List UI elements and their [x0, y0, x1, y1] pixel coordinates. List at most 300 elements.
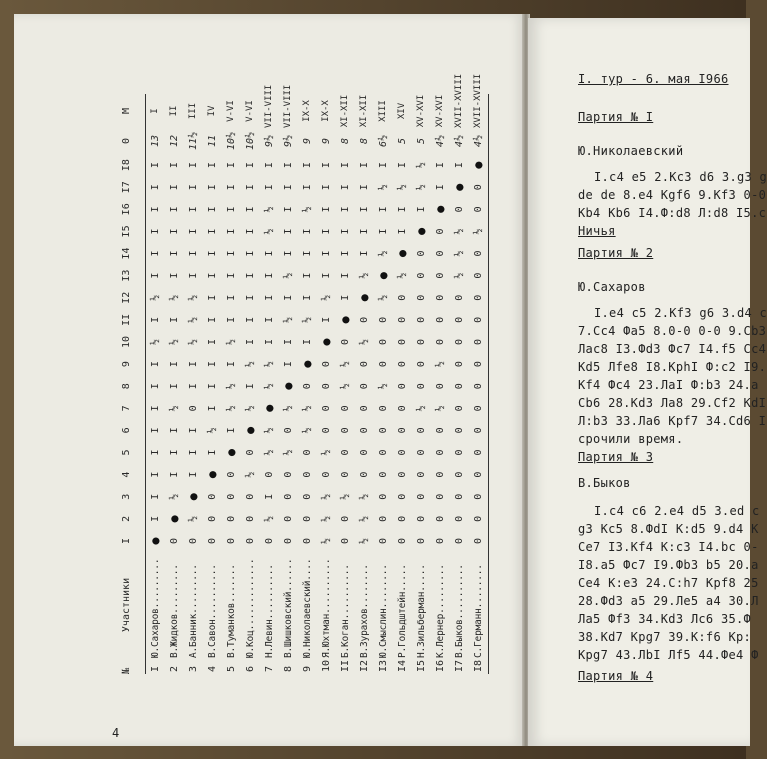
result-cell: I	[150, 316, 161, 323]
result-cell: 0	[397, 449, 408, 456]
total-score: 4½	[469, 128, 489, 154]
row-number: I4	[397, 659, 408, 672]
result-cell: I	[321, 228, 332, 235]
result-cell: 0	[416, 250, 427, 257]
result-cell: ●	[205, 471, 219, 479]
result-cell: 0	[245, 449, 256, 456]
result-cell: 0	[416, 272, 427, 279]
result-cell: ½	[245, 361, 256, 368]
row-number: I3	[378, 659, 389, 672]
result-cell: I	[397, 228, 408, 235]
result-cell: 0	[469, 419, 489, 441]
header-place: М	[107, 94, 146, 128]
result-cell: 0	[302, 383, 313, 390]
place: VII-VIII	[283, 84, 293, 128]
result-cell: 0	[397, 405, 408, 412]
result-cell: 0	[321, 427, 332, 434]
row-number: I2	[359, 659, 370, 672]
result-cell: I	[302, 338, 313, 345]
move-line: 28.Фd3 a5 29.Лe5 a4 30.Л	[578, 594, 759, 608]
table-row	[374, 94, 393, 674]
result-cell: 0	[454, 471, 465, 478]
crosstable-body	[146, 73, 489, 674]
result-cell: ●	[357, 294, 371, 302]
result-cell: I	[169, 449, 180, 456]
header-col-5: 5	[107, 441, 146, 463]
place: XVII-XVIII	[454, 73, 464, 128]
result-cell: I	[245, 294, 256, 301]
result-cell: ½	[435, 405, 446, 412]
result-cell: I	[188, 272, 199, 279]
result-cell: I	[378, 228, 389, 235]
result-cell: I	[150, 361, 161, 368]
result-cell: ½	[302, 427, 313, 434]
result-cell: ●	[148, 537, 162, 545]
result-cell: I	[340, 184, 351, 191]
result-cell: ½	[378, 184, 389, 191]
result-cell: 0	[469, 441, 489, 463]
result-cell: 0	[397, 383, 408, 390]
result-cell: I	[264, 338, 275, 345]
result-cell: I	[150, 206, 161, 213]
result-cell: I	[188, 250, 199, 257]
result-cell: ½	[264, 515, 275, 522]
result-cell: 0	[435, 515, 446, 522]
move-line: 38.Кd7 Кpg7 39.К:f6 Кр:	[578, 630, 752, 644]
result-cell: I	[188, 184, 199, 191]
result-cell: I	[207, 184, 218, 191]
place: XI-XII	[359, 94, 369, 128]
result-cell: I	[207, 316, 218, 323]
result-cell: I	[169, 427, 180, 434]
move-line: Кf4 Фс4 23.ЛаI Ф:b3 24.a	[578, 378, 759, 392]
result-cell: 0	[469, 242, 489, 264]
place: I	[150, 108, 160, 114]
move-line: Се7 I3.Кf4 К:с3 I4.bc 0-	[578, 540, 759, 554]
result-cell: ½	[321, 449, 332, 456]
result-cell: I	[378, 162, 389, 169]
result-cell: I	[207, 228, 218, 235]
result-cell: 0	[435, 471, 446, 478]
result-cell: ●	[243, 426, 257, 435]
total-score: 9	[321, 137, 332, 145]
result-cell: I	[340, 294, 351, 301]
result-cell: I	[207, 294, 218, 301]
result-cell: I	[321, 316, 332, 323]
participant-name: Р.Гольдштейн.....	[397, 564, 408, 658]
place: VII-VIII	[264, 84, 274, 128]
result-cell: 0	[226, 537, 237, 544]
total-score: 10½	[245, 131, 256, 151]
result-cell: 0	[454, 383, 465, 390]
result-cell: 0	[340, 405, 351, 412]
result-cell: 0	[454, 449, 465, 456]
total-score: 8	[359, 137, 370, 145]
result-cell: 0	[378, 316, 389, 323]
result-cell: 0	[469, 464, 489, 486]
participant-name: Ю.Николаевский....	[302, 558, 313, 658]
result-cell: I	[188, 361, 199, 368]
result-cell: ½	[359, 515, 370, 522]
result-cell: 0	[378, 405, 389, 412]
result-cell: 0	[469, 309, 489, 331]
table-row	[355, 94, 374, 674]
row-number: 6	[245, 665, 256, 672]
result-cell: ½	[302, 206, 313, 213]
result-cell: ½	[283, 449, 294, 456]
result-cell: 0	[435, 449, 446, 456]
result-cell: I	[188, 162, 199, 169]
result-cell: ½	[302, 405, 313, 412]
result-cell: I	[150, 272, 161, 279]
move-line: Сb6 28.Кd3 Лa8 29.Cf2 КdI	[578, 396, 767, 410]
result-cell: I	[226, 228, 237, 235]
result-cell: I	[321, 162, 332, 169]
result-cell: 0	[416, 449, 427, 456]
result-cell: 0	[283, 471, 294, 478]
result-cell: I	[207, 272, 218, 279]
result-cell: 0	[302, 515, 313, 522]
result-cell: ½	[188, 338, 199, 345]
result-cell: ½	[416, 162, 427, 169]
total-score: 6½	[378, 134, 389, 148]
result-cell: I	[245, 184, 256, 191]
result-cell: 0	[397, 493, 408, 500]
result-cell: 0	[283, 427, 294, 434]
result-cell: I	[321, 272, 332, 279]
result-cell: ½	[188, 515, 199, 522]
result-cell: ½	[359, 493, 370, 500]
table-row	[317, 94, 336, 674]
game-title: Партия № I	[578, 110, 654, 124]
result-cell: 0	[302, 493, 313, 500]
participant-name: В.Жидков.........	[169, 564, 180, 658]
result-cell: ●	[469, 154, 489, 176]
place: IX-X	[321, 100, 331, 122]
move-line: срочили время.	[578, 432, 684, 446]
result-cell: 0	[469, 265, 489, 287]
place: XVII-XVIII	[469, 94, 489, 128]
move-line: Лас8 I3.Фd3 Фс7 I4.f5 Сс4	[578, 342, 767, 356]
crosstable	[107, 73, 489, 674]
result-cell: 0	[321, 383, 332, 390]
result-cell: 0	[302, 537, 313, 544]
participant-name: А.Банник.........	[188, 564, 199, 658]
header-col-4: 4	[107, 464, 146, 486]
result-cell: 0	[321, 405, 332, 412]
place: XIV	[397, 102, 407, 120]
result-cell: ½	[169, 294, 180, 301]
result-cell: I	[264, 250, 275, 257]
crosstable-container	[107, 73, 487, 674]
result-cell: 0	[469, 176, 489, 198]
result-cell: I	[150, 405, 161, 412]
result-cell: I	[435, 162, 446, 169]
header-col-11: II	[107, 309, 146, 331]
result-cell: ½	[435, 361, 446, 368]
result-cell: 0	[359, 316, 370, 323]
result-cell: 0	[169, 537, 180, 544]
result-cell: 0	[435, 383, 446, 390]
result-cell: I	[435, 184, 446, 191]
result-cell: I	[207, 449, 218, 456]
result-cell: ●	[395, 249, 409, 258]
result-cell: ½	[340, 361, 351, 368]
participant-name: С.Германн........	[469, 552, 489, 658]
result-cell: I	[283, 250, 294, 257]
table-row	[241, 94, 260, 674]
result-cell: 0	[397, 361, 408, 368]
result-cell: 0	[416, 294, 427, 301]
result-cell: ●	[167, 515, 181, 523]
result-cell: ½	[226, 405, 237, 412]
header-col-10: 10	[107, 331, 146, 353]
game-title: Партия № 2	[578, 246, 654, 260]
row-number: 8	[283, 665, 294, 672]
participant-name: Ю.Коц.............	[245, 558, 256, 658]
participant-name: В.Туманков.......	[226, 564, 237, 658]
result-cell: I	[321, 184, 332, 191]
result-cell: 0	[416, 427, 427, 434]
result-cell: I	[207, 405, 218, 412]
result-cell: 0	[416, 515, 427, 522]
result-cell: 0	[340, 338, 351, 345]
move-line: g3 Кc5 8.ФdI К:d5 9.d4 К	[578, 522, 759, 536]
result-cell: I	[150, 162, 161, 169]
page-number: 4	[112, 726, 120, 740]
result-cell: ½	[169, 493, 180, 500]
result-cell: I	[245, 228, 256, 235]
header-col-9: 9	[107, 353, 146, 375]
result-cell: I	[226, 184, 237, 191]
result-cell: ½	[340, 493, 351, 500]
total-score: 9	[302, 137, 313, 145]
result-cell: I	[397, 206, 408, 213]
result-cell: ½	[397, 272, 408, 279]
result-cell: ●	[433, 205, 447, 213]
result-cell: ½	[150, 338, 161, 345]
table-row	[203, 94, 222, 674]
result-cell: I	[359, 162, 370, 169]
result-cell: 0	[378, 361, 389, 368]
table-row	[165, 94, 184, 674]
result-cell: I	[245, 250, 256, 257]
result-cell: I	[207, 162, 218, 169]
move-line: Лa5 Фf3 34.Кd3 Лc6 35.Ф	[578, 612, 752, 626]
move-line: I.c4 e5 2.Кс3 d6 3.g3 g	[594, 170, 767, 184]
result-cell: ½	[454, 228, 465, 235]
result-cell: I	[207, 361, 218, 368]
result-cell: ●	[281, 382, 295, 390]
result-cell: I	[245, 316, 256, 323]
result-cell: I	[169, 316, 180, 323]
result-cell: ½	[359, 537, 370, 544]
result-cell: ½	[321, 537, 332, 544]
result-cell: ½	[283, 405, 294, 412]
game-player: Ю.Сахаров	[578, 280, 646, 294]
result-cell: 0	[435, 427, 446, 434]
result-cell: I	[188, 383, 199, 390]
result-cell: ½	[245, 471, 256, 478]
result-cell: I	[283, 206, 294, 213]
result-cell: I	[359, 184, 370, 191]
result-cell: I	[283, 162, 294, 169]
move-line: Ничья	[578, 224, 616, 238]
result-cell: ½	[302, 316, 313, 323]
participant-name: Ю.Смыслин........	[378, 564, 389, 658]
result-cell: I	[226, 162, 237, 169]
participant-name: Ю.Сахаров.........	[150, 558, 161, 658]
result-cell: I	[188, 228, 199, 235]
result-cell: 0	[245, 515, 256, 522]
result-cell: ½	[283, 316, 294, 323]
result-cell: I	[169, 383, 180, 390]
result-cell: I	[283, 228, 294, 235]
move-line: 7.Cc4 Фa5 8.0-0 0-0 9.Cb3	[578, 324, 767, 338]
result-cell: 0	[469, 508, 489, 530]
result-cell: 0	[245, 493, 256, 500]
result-cell: I	[150, 493, 161, 500]
place: V-VI	[226, 100, 236, 122]
result-cell: 0	[245, 537, 256, 544]
move-line: I8.a5 Фс7 I9.Фb3 b5 20.a	[578, 558, 759, 572]
result-cell: ●	[186, 493, 200, 501]
result-cell: I	[169, 471, 180, 478]
result-cell: 0	[469, 198, 489, 220]
result-cell: 0	[283, 515, 294, 522]
result-cell: ½	[378, 250, 389, 257]
result-cell: I	[150, 515, 161, 522]
result-cell: I	[340, 250, 351, 257]
result-cell: 0	[207, 537, 218, 544]
result-cell: ½	[169, 338, 180, 345]
participant-name: Б.Коган..........	[340, 564, 351, 658]
result-cell: 0	[416, 361, 427, 368]
result-cell: 0	[188, 405, 199, 412]
row-number: II	[340, 659, 351, 672]
result-cell: 0	[302, 471, 313, 478]
total-score: 10½	[226, 131, 237, 151]
row-number: 4	[207, 665, 218, 672]
participant-name: В.Шишковский......	[283, 558, 294, 658]
result-cell: ½	[264, 228, 275, 235]
result-cell: 0	[435, 272, 446, 279]
total-score: 4½	[435, 134, 446, 148]
result-cell: 0	[454, 427, 465, 434]
result-cell: I	[264, 493, 275, 500]
participant-name: К.Лернер.........	[435, 564, 446, 658]
result-cell: I	[150, 449, 161, 456]
result-cell: ½	[150, 294, 161, 301]
result-cell: 0	[321, 471, 332, 478]
result-cell: ½	[321, 294, 332, 301]
result-cell: 0	[435, 338, 446, 345]
result-cell: I	[169, 272, 180, 279]
result-cell: I	[169, 162, 180, 169]
result-cell: I	[283, 361, 294, 368]
result-cell: ½	[264, 427, 275, 434]
place: V-VI	[245, 100, 255, 122]
result-cell: I	[378, 206, 389, 213]
result-cell: I	[226, 206, 237, 213]
table-row	[431, 94, 450, 674]
result-cell: 0	[340, 471, 351, 478]
result-cell: 0	[359, 383, 370, 390]
row-number: I6	[435, 659, 446, 672]
result-cell: I	[245, 206, 256, 213]
result-cell: I	[264, 294, 275, 301]
place: IV	[207, 105, 217, 117]
result-cell: I	[340, 206, 351, 213]
row-number: I8	[469, 658, 489, 674]
table-row	[336, 94, 355, 674]
result-cell: 0	[378, 449, 389, 456]
result-cell: ½	[283, 272, 294, 279]
participant-name: Я.Юхтман..........	[321, 558, 332, 658]
result-cell: 0	[469, 397, 489, 419]
result-cell: 0	[435, 537, 446, 544]
row-number: I5	[416, 659, 427, 672]
result-cell: ½	[264, 449, 275, 456]
result-cell: 0	[340, 449, 351, 456]
result-cell: I	[264, 316, 275, 323]
result-cell: ½	[321, 493, 332, 500]
result-cell: I	[283, 338, 294, 345]
result-cell: 0	[435, 493, 446, 500]
result-cell: 0	[397, 537, 408, 544]
result-cell: ½	[264, 206, 275, 213]
result-cell: I	[150, 250, 161, 257]
result-cell: ½	[378, 383, 389, 390]
result-cell: I	[245, 272, 256, 279]
table-row	[222, 94, 241, 674]
result-cell: 0	[397, 471, 408, 478]
game-title: Партия № 4	[578, 669, 654, 683]
result-cell: I	[321, 206, 332, 213]
result-cell: ●	[414, 227, 428, 236]
result-cell: 0	[416, 338, 427, 345]
result-cell: I	[188, 206, 199, 213]
result-cell: I	[150, 228, 161, 235]
result-cell: 0	[378, 515, 389, 522]
result-cell: 0	[454, 405, 465, 412]
result-cell: I	[150, 427, 161, 434]
move-line: Л:b3 33.Лa6 Кpf7 34.Cd6 I	[578, 414, 767, 428]
result-cell: 0	[378, 338, 389, 345]
result-cell: 0	[378, 471, 389, 478]
result-cell: 0	[469, 486, 489, 508]
result-cell: 0	[226, 493, 237, 500]
header-col-1: I	[107, 530, 146, 552]
header-col-18: I8	[107, 154, 146, 176]
right-page	[528, 18, 767, 746]
result-cell: ½	[416, 405, 427, 412]
move-line: Кb4 Кb6 I4.Ф:d8 Л:d8 I5.c	[578, 206, 767, 220]
participant-name: В.Савон..........	[207, 564, 218, 658]
result-cell: ½	[454, 250, 465, 257]
result-cell: ½	[340, 383, 351, 390]
result-cell: 0	[340, 537, 351, 544]
result-cell: I	[302, 294, 313, 301]
result-cell: I	[169, 228, 180, 235]
result-cell: ½	[169, 405, 180, 412]
result-cell: 0	[207, 515, 218, 522]
total-score: 9½	[264, 134, 275, 148]
left-page	[14, 14, 524, 746]
header-col-7: 7	[107, 397, 146, 419]
result-cell: I	[150, 383, 161, 390]
game-player: Ю.Николаевский	[578, 144, 684, 158]
